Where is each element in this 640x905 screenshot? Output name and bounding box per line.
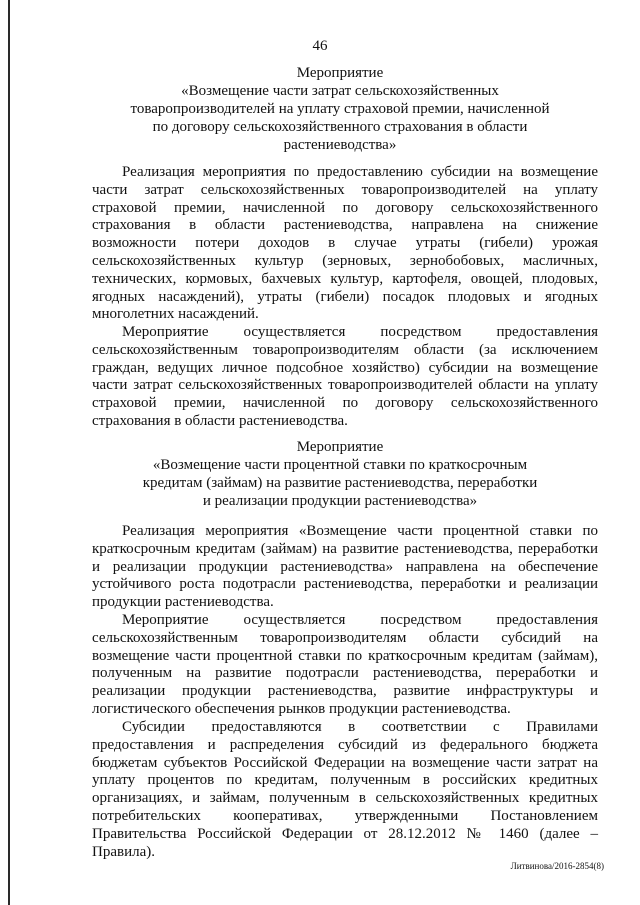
heading-line: и реализации продукции растениеводства»: [202, 493, 478, 509]
text-line: возмещение части процентной ставки по краткосрочным кредитам (займам),: [92, 647, 598, 664]
text-line: уплату процентов по кредитам, полученным в российских кредитных: [92, 772, 598, 789]
text-line: Правила).: [92, 843, 155, 860]
text-line: Мероприятие осуществляется посредством предоставления: [122, 324, 598, 340]
text-line: части затрат сельскохозяйственных товаропроизводителей на уплату: [92, 181, 598, 198]
section1-paragraph-2: [92, 324, 598, 431]
heading-line: кредитам (займам) на развитие растениеводства, переработки: [142, 475, 538, 491]
heading-line: растениеводства»: [283, 137, 397, 153]
text-line: организациях, и займам, полученным в сельскохозяйственных кредитных: [92, 790, 598, 807]
text-line: логистического обеспечения рынков продукции растениеводства.: [92, 700, 511, 717]
text-line: предоставления и распределения субсидий из федерального бюджета: [92, 736, 598, 753]
text-line: Реализация мероприятия по предоставлению субсидии на возмещение: [122, 164, 598, 180]
text-line: сельскохозяйственных культур (зерновых, зернобобовых, масличных,: [92, 252, 598, 269]
document-code: Литвинова/2016-2854(8): [510, 861, 604, 871]
heading-line: по договору сельскохозяйственного страхования в области: [152, 119, 528, 135]
text-line: реализации продукции растениеводства, развитие инфраструктуры и: [92, 683, 598, 700]
text-line: продукции растениеводства.: [92, 594, 274, 611]
text-line: сельскохозяйственным товаропроизводителям области (за исключением: [92, 341, 598, 358]
heading-line: Мероприятие: [296, 439, 384, 455]
text-line: страховой премии, начисленной по договору сельскохозяйственного: [92, 395, 598, 412]
text-line: многолетних насаждений.: [92, 306, 259, 323]
text-line: страховой премии, начисленной по договору сельскохозяйственного: [92, 199, 598, 216]
page-number: 46: [312, 38, 328, 54]
text-line: страхования в области растениеводства.: [92, 412, 348, 429]
text-line: технических, кормовых, бахчевых культур, картофеля, овощей, плодовых,: [92, 270, 598, 287]
text-line: краткосрочным кредитам (займам) на развитие растениеводства, переработки: [92, 540, 598, 557]
text-line: и реализации продукции растениеводства» направлена на обеспечение: [92, 558, 598, 575]
section1-heading: [80, 64, 600, 154]
left-margin-rule: [8, 0, 10, 905]
text-line: Субсидии предоставляются в соответствии с Правилами: [122, 719, 598, 735]
section1-paragraph-1: [92, 164, 598, 324]
text-line: устойчивого роста подотрасли растениеводства, переработки и реализации: [92, 576, 598, 593]
heading-line: Мероприятие: [296, 65, 384, 81]
text-line: Реализация мероприятия «Возмещение части процентной ставки по: [122, 523, 598, 539]
heading-line: товаропроизводителей на уплату страховой премии, начисленной: [130, 101, 550, 117]
section2-paragraph-3: [92, 719, 598, 861]
text-line: Мероприятие осуществляется посредством предоставления: [122, 612, 598, 628]
section2-heading: [80, 438, 600, 510]
text-line: Правительства Российской Федерации от 28.12.2012 № 1460 (далее –: [92, 825, 598, 842]
text-line: потребительских кооперативах, утвержденными Постановлением: [92, 807, 598, 824]
heading-line: «Возмещение части затрат сельскохозяйственных: [181, 83, 499, 99]
section2-paragraph-2: [92, 612, 598, 719]
text-line: ягодных насаждений), утраты (гибели) посадок плодовых и ягодных: [92, 288, 598, 305]
text-line: граждан, ведущих личное подсобное хозяйство) субсидии на возмещение: [92, 359, 598, 376]
heading-line: «Возмещение части процентной ставки по краткосрочным: [152, 457, 528, 473]
text-line: полученным на развитие подотрасли растениеводства, переработки и: [92, 665, 598, 682]
text-line: части затрат сельскохозяйственных товаропроизводителей области на уплату: [92, 377, 598, 394]
section2-paragraph-1: [92, 523, 598, 612]
text-line: сельскохозяйственным товаропроизводителям области субсидий на: [92, 629, 598, 646]
text-line: возможности потери доходов в случае утраты (гибели) урожая: [92, 235, 598, 252]
text-line: страхования в области растениеводства, направлена на снижение: [92, 217, 598, 234]
text-line: бюджетам субъектов Российской Федерации на возмещение части затрат на: [92, 754, 598, 771]
